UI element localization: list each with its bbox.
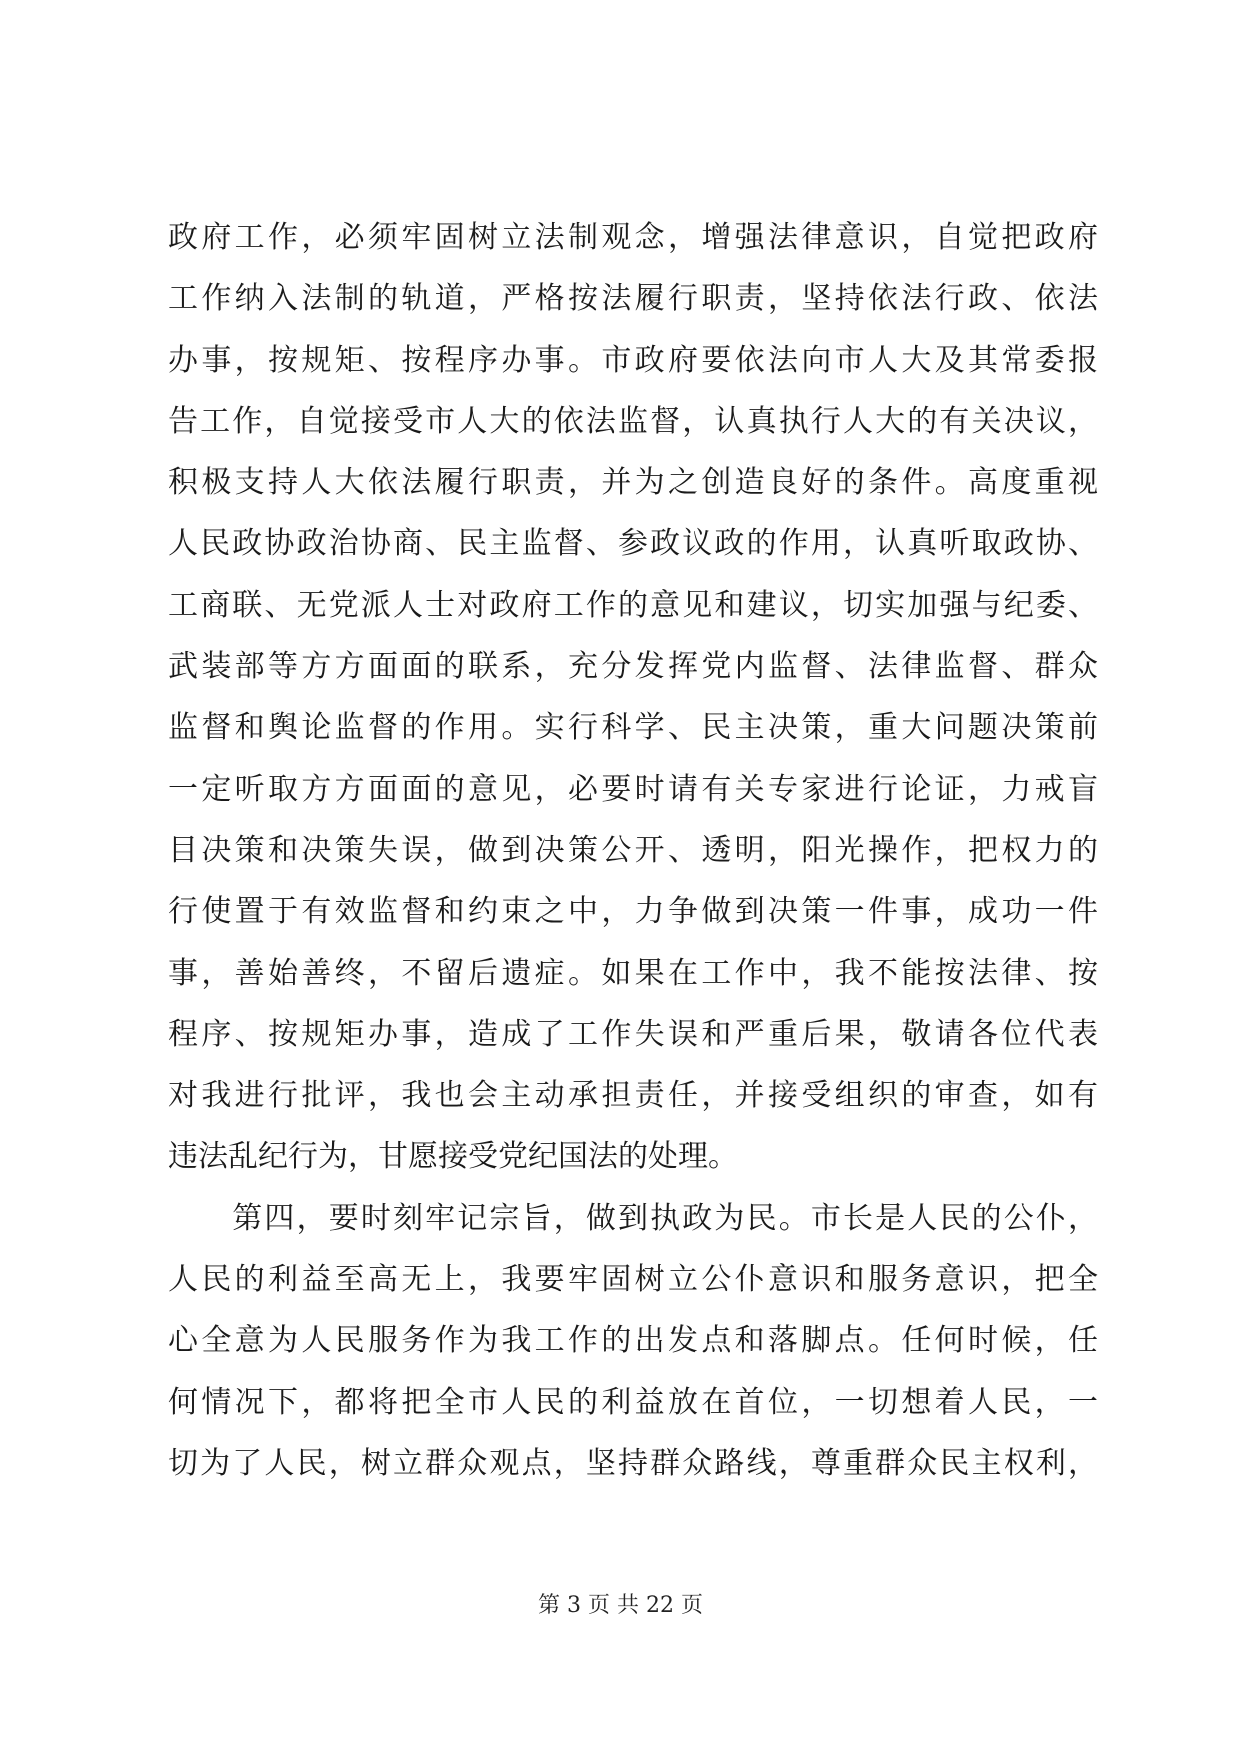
text-line: 武装部等方方面面的联系，充分发挥党内监督、法律监督、群众 <box>168 649 1098 685</box>
text-line: 一定听取方方面面的意见，必要时请有关专家进行论证，力戒盲 <box>168 771 1098 807</box>
text-line: 告工作，自觉接受市人大的依法监督，认真执行人大的有关决议， <box>168 403 1098 439</box>
text-line: 程序、按规矩办事，造成了工作失误和严重后果，敬请各位代表 <box>168 1016 1098 1052</box>
text-line: 积极支持人大依法履行职责，并为之创造良好的条件。高度重视 <box>168 465 1098 501</box>
document-body <box>168 207 1098 1494</box>
text-line: 第四，要时刻牢记宗旨，做到执政为民。市长是人民的公仆， <box>168 1200 1098 1236</box>
text-line: 心全意为人民服务作为我工作的出发点和落脚点。任何时候，任 <box>168 1323 1098 1359</box>
text-line: 违法乱纪行为，甘愿接受党纪国法的处理。 <box>168 1139 738 1175</box>
text-line: 监督和舆论监督的作用。实行科学、民主决策，重大问题决策前 <box>168 710 1098 746</box>
text-line: 目决策和决策失误，做到决策公开、透明，阳光操作，把权力的 <box>168 832 1098 868</box>
text-line: 对我进行批评，我也会主动承担责任，并接受组织的审查，如有 <box>168 1078 1098 1114</box>
text-line: 工作纳入法制的轨道，严格按法履行职责，坚持依法行政、依法 <box>168 281 1098 317</box>
text-line: 行使置于有效监督和约束之中，力争做到决策一件事，成功一件 <box>168 894 1098 930</box>
paragraph-2 <box>168 1188 1098 1494</box>
text-line: 人民的利益至高无上，我要牢固树立公仆意识和服务意识，把全 <box>168 1262 1098 1298</box>
paragraph-1 <box>168 207 1098 1188</box>
text-line: 工商联、无党派人士对政府工作的意见和建议，切实加强与纪委、 <box>168 587 1098 623</box>
page-footer <box>0 1590 1241 1622</box>
text-line: 办事，按规矩、按程序办事。市政府要依法向市人大及其常委报 <box>168 342 1098 378</box>
text-line: 切为了人民，树立群众观点，坚持群众路线，尊重群众民主权利， <box>168 1445 1098 1481</box>
text-line: 何情况下，都将把全市人民的利益放在首位，一切想着人民，一 <box>168 1384 1098 1420</box>
text-line: 政府工作，必须牢固树立法制观念，增强法律意识，自觉把政府 <box>168 220 1098 255</box>
text-line: 人民政协政治协商、民主监督、参政议政的作用，认真听取政协、 <box>168 526 1098 562</box>
text-line: 事，善始善终，不留后遗症。如果在工作中，我不能按法律、按 <box>168 955 1098 991</box>
page-number-label: 第 3 页 共 22 页 <box>538 1593 703 1618</box>
